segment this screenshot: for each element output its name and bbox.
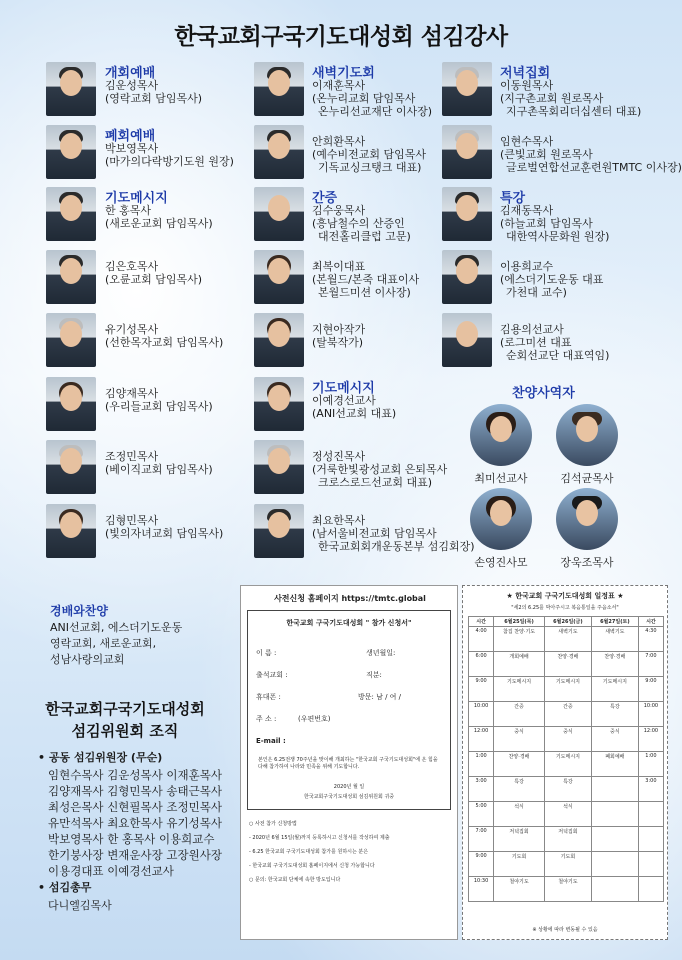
col1-speaker-photo-7 <box>46 440 96 494</box>
schedule-cell-7-5: 3:00 <box>638 777 663 802</box>
col3-speaker-5-line-2: (로그미션 대표 <box>500 336 572 349</box>
col1-speaker-photo-2 <box>46 125 96 179</box>
worship-name-3: 손영진사모 <box>474 556 528 569</box>
schedule-cell-7-2: 특강 <box>494 777 545 802</box>
schedule-row-2 <box>469 652 664 677</box>
org-member-line-5: 박보영목사 한 홍목사 이용희교수 <box>48 832 215 846</box>
col1-speaker-6-line-2: (우리들교회 담임목사) <box>105 400 213 413</box>
schedule-cell-2-4: 찬양·경배 <box>591 652 638 677</box>
col3-speaker-1-line-3: 지구촌목회리더십센터 대표) <box>506 105 642 118</box>
col2-speaker-3-line-3: 대전홀리클럽 고문) <box>318 230 411 243</box>
form-field-church: 출석교회 : <box>256 671 288 679</box>
schedule-cell-2-2: 개회예배 <box>494 652 545 677</box>
col2-speaker-4-line-2: (본월드/본죽 대표이사 <box>312 273 420 286</box>
col3-speaker-2-line-2: (큰빛교회 원로목사 <box>500 148 593 161</box>
col2-face-6 <box>268 385 290 411</box>
col3-speaker-photo-2 <box>442 125 492 179</box>
col2-face-1 <box>268 70 290 96</box>
col2-speaker-7-line-1: 정성진목사 <box>312 450 366 463</box>
col2-face-8 <box>268 512 290 538</box>
col3-face-5 <box>456 321 478 347</box>
col3-speaker-5-line-3: 순회선교단 대표역임) <box>506 349 610 362</box>
col2-speaker-3-line-2: (흥남철수의 산증인 <box>312 217 405 230</box>
schedule-cell-2-3: 찬양·경배 <box>544 652 591 677</box>
col3-speaker-2-line-3: 글로벌연합선교훈련원TMTC 이사장) <box>506 161 682 174</box>
col3-speaker-3-line-2: (하늘교회 담임목사 <box>500 217 593 230</box>
col1-speaker-8-line-1: 김형민목사 <box>105 514 159 527</box>
col1-speaker-photo-8 <box>46 504 96 558</box>
form-sign: 한국교회구국기도대성회 섬김위원회 귀중 <box>303 794 395 800</box>
org-member-line-2: 김양재목사 김형민목사 송태근목사 <box>48 784 222 798</box>
schedule-cell-11-2: 철야기도 <box>494 877 545 902</box>
col3-speaker-4-line-1: 이용희교수 <box>500 260 554 273</box>
schedule-row-3 <box>469 677 664 702</box>
col1-speaker-3-line-2: (새로운교회 담임목사) <box>105 217 213 230</box>
col1-speaker-4-line-1: 김은호목사 <box>105 260 159 273</box>
col3-speaker-photo-3 <box>442 187 492 241</box>
org-title-2: 섬김위원회 조직 <box>71 722 179 740</box>
schedule-cell-1-3: 새벽기도 <box>544 627 591 652</box>
schedule-header-4: 6월27일(토) <box>591 617 638 627</box>
schedule-row-7 <box>469 777 664 802</box>
col2-speaker-1-line-3: 온누리선교재단 이사장) <box>318 105 433 118</box>
org-member-line-1: 임현수목사 김운성목사 이재훈목사 <box>48 768 222 782</box>
schedule-cell-5-5: 12:00 <box>638 727 663 752</box>
col2-speaker-8-line-2: (남서울비전교회 담임목사 <box>312 527 437 540</box>
col2-speaker-6-line-1: 이예경선교사 <box>312 394 376 407</box>
col2-speaker-photo-2 <box>254 125 304 179</box>
schedule-cell-3-1: 9:00 <box>469 677 494 702</box>
col3-speaker-4-line-3: 가천대 교수) <box>506 286 567 299</box>
schedule-cell-9-4 <box>591 827 638 852</box>
col3-speaker-3 <box>500 204 609 243</box>
worship-photo-3 <box>470 488 532 550</box>
form-address-hint: (우편번호) <box>298 715 331 723</box>
praise-heading: 경배와찬양 <box>50 604 108 618</box>
worship-section-heading: 찬양사역자 <box>512 386 575 401</box>
schedule-cell-6-3: 기도메시지 <box>544 752 591 777</box>
col1-speaker-2-line-2: (마가의다락방기도원 원장) <box>105 155 234 168</box>
schedule-cell-5-3: 중식 <box>544 727 591 752</box>
col2-speaker-5 <box>312 323 365 349</box>
col3-speaker-1-line-2: (지구촌교회 원로목사 <box>500 92 604 105</box>
col3-speaker-photo-4 <box>442 250 492 304</box>
col1-speaker-1 <box>105 79 202 105</box>
col1-speaker-2-line-1: 박보영목사 <box>105 142 159 155</box>
col2-speaker-5-line-1: 지현아작가 <box>312 323 366 336</box>
schedule-cell-9-3: 저녁집회 <box>544 827 591 852</box>
col1-speaker-7-line-1: 조정민목사 <box>105 450 159 463</box>
schedule-cell-6-1: 1:00 <box>469 752 494 777</box>
schedule-row-11 <box>469 877 664 902</box>
col2-speaker-3 <box>312 204 411 243</box>
schedule-cell-2-1: 6:00 <box>469 652 494 677</box>
worship-name-2: 김석균목사 <box>560 472 614 485</box>
schedule-cell-10-3: 기도회 <box>544 852 591 877</box>
col2-speaker-6 <box>312 394 396 420</box>
col2-speaker-7 <box>312 450 447 489</box>
org-member-line-6: 한기붕사장 변재운사장 고장원사장 <box>48 848 222 862</box>
col2-face-3 <box>268 195 290 221</box>
col3-speaker-photo-5 <box>442 313 492 367</box>
col2-speaker-2-line-3: 기독교싱크탱크 대표) <box>318 161 422 174</box>
col3-section-heading-1: 저녁집회 <box>500 66 551 81</box>
schedule-cell-4-5: 10:00 <box>638 702 663 727</box>
col2-speaker-3-line-1: 김수웅목사 <box>312 204 366 217</box>
schedule-cell-9-1: 7:00 <box>469 827 494 852</box>
col1-speaker-5 <box>105 323 223 349</box>
col2-speaker-4-line-1: 최복이대표 <box>312 260 366 273</box>
org-member-line-4: 유만석목사 최요한목사 유기성목사 <box>48 816 222 830</box>
org-general-heading: • 섬김총무 <box>38 881 92 894</box>
praise-line-3: 성남사랑의교회 <box>50 653 125 666</box>
schedule-cell-3-4: 기도메시지 <box>591 677 638 702</box>
col2-speaker-4-line-3: 본월드미션 이사장) <box>318 286 411 299</box>
col1-speaker-4 <box>105 260 202 286</box>
schedule-row-1 <box>469 627 664 652</box>
col1-face-3 <box>60 195 82 221</box>
col3-speaker-4-line-2: (에스더기도운동 대표 <box>500 273 604 286</box>
col2-speaker-photo-5 <box>254 313 304 367</box>
worship-photo-2 <box>556 404 618 466</box>
schedule-cell-7-4 <box>591 777 638 802</box>
praise-line-1: ANI선교회, 에스더기도운동 <box>50 621 183 634</box>
col2-speaker-6-line-2: (ANI선교회 대표) <box>312 407 397 420</box>
col2-speaker-photo-7 <box>254 440 304 494</box>
org-member-line-7: 이용경대표 이예경선교사 <box>48 864 174 878</box>
schedule-cell-8-2: 석식 <box>494 802 545 827</box>
schedule-row-4 <box>469 702 664 727</box>
schedule-cell-5-2: 중식 <box>494 727 545 752</box>
schedule-cell-4-1: 10:00 <box>469 702 494 727</box>
col2-speaker-5-line-2: (탈북작가) <box>312 336 364 349</box>
schedule-title: ★ 한국교회 구국기도대성회 일정표 ★ <box>506 592 624 600</box>
worship-name-4: 장욱조목사 <box>560 556 614 569</box>
col2-speaker-2-line-1: 안희환목사 <box>312 135 366 148</box>
schedule-cell-10-1: 9:00 <box>469 852 494 877</box>
col3-face-4 <box>456 258 478 284</box>
col2-face-4 <box>268 258 290 284</box>
schedule-cell-11-1: 10:30 <box>469 877 494 902</box>
col1-face-5 <box>60 321 82 347</box>
schedule-cell-1-4: 새벽기도 <box>591 627 638 652</box>
col2-face-5 <box>268 321 290 347</box>
col2-speaker-photo-8 <box>254 504 304 558</box>
form-field-phone: 휴대폰 : <box>256 693 281 701</box>
schedule-cell-5-1: 12:00 <box>469 727 494 752</box>
form-field-role: 직분: <box>366 671 382 679</box>
col1-speaker-2 <box>105 142 234 168</box>
col1-face-7 <box>60 448 82 474</box>
schedule-row-8 <box>469 802 664 827</box>
form-field-birth: 생년월일: <box>366 649 396 657</box>
schedule-subtitle: "세2의 6.25를 막아주시고 복음통일을 주옵소서" <box>511 605 619 611</box>
col1-speaker-photo-5 <box>46 313 96 367</box>
schedule-row-9 <box>469 827 664 852</box>
col3-speaker-2-line-1: 임현수목사 <box>500 135 554 148</box>
schedule-cell-9-5 <box>638 827 663 852</box>
col2-section-heading-3: 간증 <box>312 191 338 206</box>
schedule-cell-11-4 <box>591 877 638 902</box>
col2-face-7 <box>268 448 290 474</box>
col1-speaker-7 <box>105 450 213 476</box>
schedule-cell-4-2: 간증 <box>494 702 545 727</box>
col3-speaker-1 <box>500 79 641 118</box>
col1-speaker-3-line-1: 한 홍목사 <box>105 204 152 217</box>
schedule-cell-3-3: 기도메시지 <box>544 677 591 702</box>
col3-speaker-3-line-1: 김재동목사 <box>500 204 554 217</box>
org-chair-heading-text: 공동 섬김위원장 (무순) <box>48 751 163 764</box>
schedule-header-3: 6월26일(금) <box>544 617 591 627</box>
worship-photo-1 <box>470 404 532 466</box>
schedule-footer: ※ 상황에 따라 변동될 수 있음 <box>532 927 598 933</box>
col1-section-heading-1: 개회예배 <box>105 66 156 81</box>
col3-speaker-2 <box>500 135 682 174</box>
poster-title: 한국교회구국기도대성회 섬김강사 <box>174 24 508 50</box>
col1-section-heading-3: 기도메시지 <box>105 191 168 206</box>
col1-speaker-6-line-1: 김양재목사 <box>105 387 159 400</box>
org-general-name: 다니엘김목사 <box>48 899 112 912</box>
col3-section-heading-3: 특강 <box>500 191 526 206</box>
form-note-5: ○ 문의: 한국교회 단체에 속한 방도입니다 <box>249 877 341 883</box>
col3-face-3 <box>456 195 478 221</box>
schedule-cell-3-5: 9:00 <box>638 677 663 702</box>
schedule-row-6 <box>469 752 664 777</box>
schedule-row-10 <box>469 852 664 877</box>
col1-speaker-photo-6 <box>46 377 96 431</box>
col2-face-2 <box>268 133 290 159</box>
col2-speaker-1 <box>312 79 432 118</box>
form-field-gender: 방문: 남 / 여 / <box>358 693 402 701</box>
schedule-cell-11-5 <box>638 877 663 902</box>
schedule-sheet <box>462 585 668 940</box>
col2-section-heading-6: 기도메시지 <box>312 381 375 396</box>
schedule-cell-11-3: 철야기도 <box>544 877 591 902</box>
schedule-cell-7-3: 특강 <box>544 777 591 802</box>
col2-speaker-7-line-3: 크로스로드선교회 대표) <box>318 476 433 489</box>
form-note-1: ○ 사전 참가 신청방법 <box>249 821 297 827</box>
schedule-table <box>468 616 664 902</box>
schedule-cell-10-4 <box>591 852 638 877</box>
col2-speaker-photo-3 <box>254 187 304 241</box>
form-date: 2020년 월 일 <box>333 784 365 790</box>
col1-speaker-photo-4 <box>46 250 96 304</box>
col2-speaker-4 <box>312 260 419 299</box>
col3-speaker-5-line-1: 김용의선교사 <box>500 323 564 336</box>
schedule-cell-8-3: 석식 <box>544 802 591 827</box>
col1-speaker-8 <box>105 514 223 540</box>
form-box <box>247 610 451 810</box>
col2-speaker-8-line-3: 한국교회회개운동본부 섬김회장) <box>318 540 475 553</box>
form-field-email: E-mail : <box>256 737 286 745</box>
praise-line-2: 영락교회, 새로운교회, <box>50 637 157 650</box>
col3-speaker-photo-1 <box>442 62 492 116</box>
col1-section-heading-2: 폐회예배 <box>105 129 156 144</box>
form-note-2: - 2020년 6월 15일(월)까지 등록하시고 신청서를 작성하여 제출 <box>249 835 390 841</box>
schedule-cell-4-3: 간증 <box>544 702 591 727</box>
schedule-cell-2-5: 7:00 <box>638 652 663 677</box>
schedule-cell-7-1: 3:00 <box>469 777 494 802</box>
col3-speaker-3-line-3: 대한역사문화원 원장) <box>506 230 610 243</box>
col3-speaker-1-line-1: 이동원목사 <box>500 79 554 92</box>
schedule-cell-5-4: 중식 <box>591 727 638 752</box>
org-title-1: 한국교회구국기도대성회 <box>45 700 205 718</box>
col2-speaker-2-line-2: (예수비전교회 담임목사 <box>312 148 427 161</box>
col2-speaker-photo-4 <box>254 250 304 304</box>
form-homepage: 사전신청 홈페이지 https://tmtc.global <box>274 594 426 603</box>
col1-face-4 <box>60 258 82 284</box>
schedule-row-5 <box>469 727 664 752</box>
col2-speaker-photo-6 <box>254 377 304 431</box>
schedule-header-5: 시간 <box>638 617 663 627</box>
form-field-name: 이 름 : <box>256 649 277 657</box>
schedule-cell-1-5: 4:30 <box>638 627 663 652</box>
schedule-cell-10-2: 기도회 <box>494 852 545 877</box>
schedule-cell-6-4: 폐회예배 <box>591 752 638 777</box>
form-note-4: - 한국교회 구국기도대성회 홈페이지에서 신청 가능합니다 <box>249 863 375 869</box>
col2-speaker-8 <box>312 514 475 553</box>
form-body: 본인은 6.25전쟁 70주년을 맞이해 개최하는 "한국교회 구국기도대성회"에 온 힘을 다해 참가하여 나라와 민족을 위해 기도합니다. <box>258 757 438 770</box>
col2-speaker-1-line-2: (온누리교회 담임목사 <box>312 92 416 105</box>
col2-speaker-1-line-1: 이재훈목사 <box>312 79 366 92</box>
schedule-cell-1-2: 참집 찬양·기도 <box>494 627 545 652</box>
schedule-cell-1-1: 4:00 <box>469 627 494 652</box>
schedule-cell-6-5: 1:00 <box>638 752 663 777</box>
application-form <box>240 585 458 940</box>
col2-speaker-8-line-1: 최요한목사 <box>312 514 366 527</box>
col1-speaker-5-line-2: (선한목자교회 담임목사) <box>105 336 224 349</box>
schedule-cell-8-1: 5:00 <box>469 802 494 827</box>
col1-speaker-photo-1 <box>46 62 96 116</box>
col1-speaker-4-line-2: (오륜교회 담임목사) <box>105 273 203 286</box>
col1-speaker-6 <box>105 387 213 413</box>
schedule-cell-8-5 <box>638 802 663 827</box>
col1-face-6 <box>60 385 82 411</box>
schedule-header-row <box>469 617 664 627</box>
col1-speaker-8-line-2: (빛의자녀교회 담임목사) <box>105 527 224 540</box>
worship-name-1: 최미선교사 <box>474 472 528 485</box>
form-heading: 한국교회 구국기도대성회 " 참가 신청서" <box>286 619 412 627</box>
col1-speaker-3 <box>105 204 213 230</box>
col1-speaker-5-line-1: 유기성목사 <box>105 323 159 336</box>
col3-face-1 <box>456 70 478 96</box>
col1-speaker-photo-3 <box>46 187 96 241</box>
col1-face-1 <box>60 70 82 96</box>
col2-speaker-7-line-2: (거룩한빛광성교회 은퇴목사 <box>312 463 448 476</box>
schedule-cell-6-2: 찬양·경배 <box>494 752 545 777</box>
col1-speaker-1-line-1: 김운성목사 <box>105 79 159 92</box>
org-general-heading-text: 섬김총무 <box>48 881 92 894</box>
col2-section-heading-1: 새벽기도회 <box>312 66 375 81</box>
schedule-cell-9-2: 저녁집회 <box>494 827 545 852</box>
form-field-address: 주 소 : <box>256 715 277 723</box>
col1-face-8 <box>60 512 82 538</box>
schedule-cell-10-5 <box>638 852 663 877</box>
col3-speaker-5 <box>500 323 609 362</box>
schedule-cell-4-4: 특강 <box>591 702 638 727</box>
col1-speaker-7-line-2: (베이직교회 담임목사) <box>105 463 213 476</box>
col1-face-2 <box>60 133 82 159</box>
schedule-cell-3-2: 기도메시지 <box>494 677 545 702</box>
schedule-cell-8-4 <box>591 802 638 827</box>
col1-speaker-1-line-2: (영락교회 담임목사) <box>105 92 203 105</box>
org-chair-heading: • 공동 섬김위원장 (무순) <box>38 751 163 764</box>
form-note-3: - 6.25 한국교회 구국기도대성회 참가를 원하시는 분은 <box>249 849 369 855</box>
col2-speaker-photo-1 <box>254 62 304 116</box>
col2-speaker-2 <box>312 135 426 174</box>
schedule-header-2: 6월25일(목) <box>494 617 545 627</box>
col3-face-2 <box>456 133 478 159</box>
col3-speaker-4 <box>500 260 603 299</box>
org-member-line-3: 최성은목사 신현필목사 조정민목사 <box>48 800 222 814</box>
schedule-header-1: 시간 <box>469 617 494 627</box>
worship-photo-4 <box>556 488 618 550</box>
